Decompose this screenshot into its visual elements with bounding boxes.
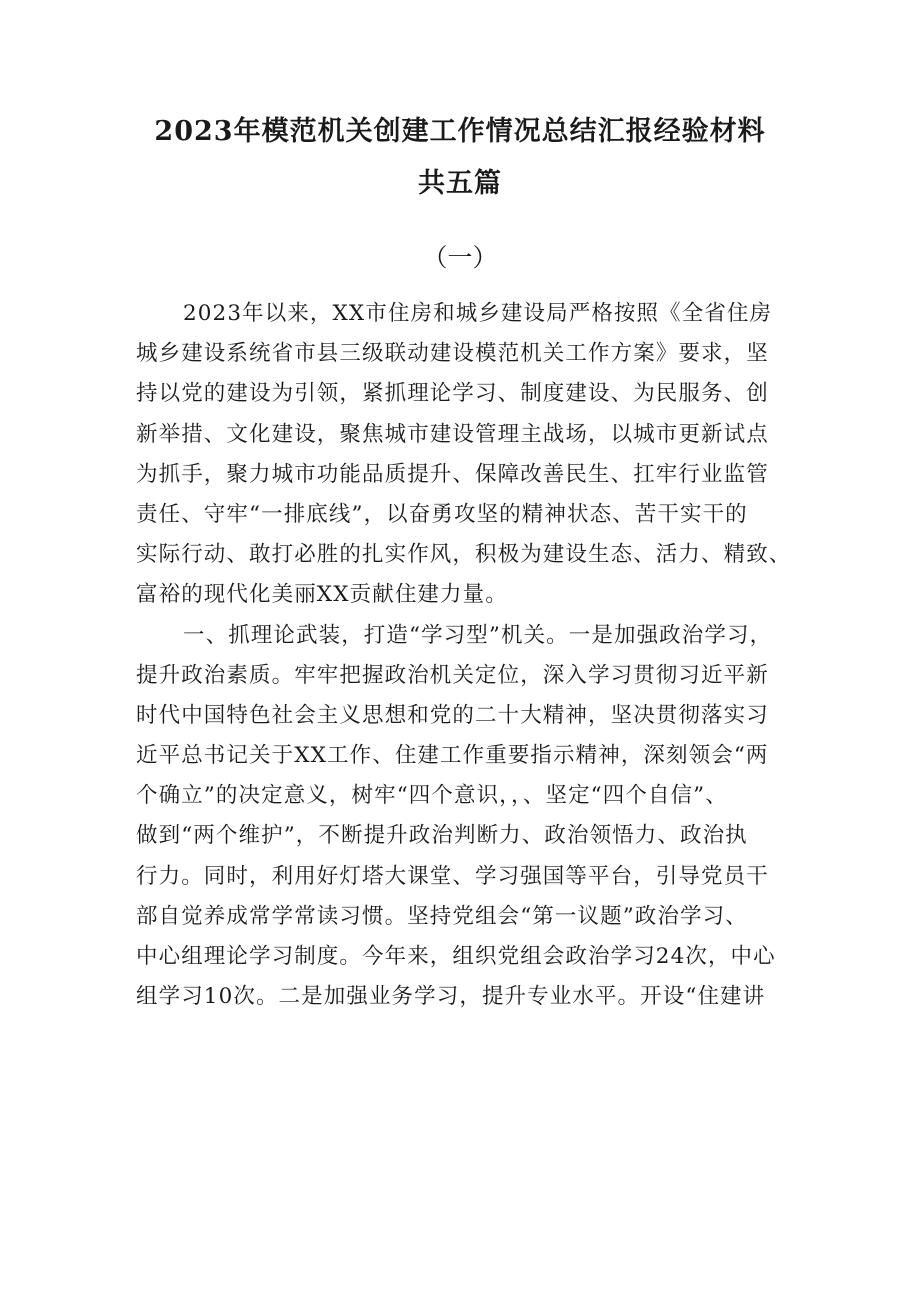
- text-line: 提升政治素质。牢牢把握政治机关定位，深入学习贯彻习近平新: [136, 662, 769, 688]
- text-line: 组学习10次。二是加强业务学习，提升专业水平。开设“住建讲: [136, 984, 766, 1010]
- text-line: 做到“两个维护”，不断提升政治判断力、政治领悟力、政治执: [136, 823, 748, 849]
- paragraph-theory-study: [136, 616, 812, 1018]
- text-line: 责任、守牢“一排底线”，以奋勇攻坚的精神状态、苦干实干的: [136, 501, 748, 527]
- text-line: 近平总书记关于XX工作、住建工作重要指示精神，深刻领会“两: [136, 743, 769, 769]
- paragraph-intro: [136, 294, 812, 616]
- text-line: 中心组理论学习制度。今年来，组织党组会政治学习24次，中心: [136, 944, 776, 969]
- text-line: 个确立”的决定意义，树牢“四个意识，，、坚定“四个自信”、: [136, 783, 728, 809]
- text-line: 富裕的现代化美丽XX贡献住建力量。: [136, 582, 508, 608]
- text-line: 城乡建设系统省市县三级联动建设模范机关工作方案》要求，坚: [136, 341, 769, 367]
- text-line: 行力。同时，利用好灯塔大课堂、学习强国等平台，引导党员干: [136, 863, 769, 889]
- document-subtitle: 共五篇: [418, 168, 502, 199]
- text-line: 时代中国特色社会主义思想和党的二十大精神，坚决贯彻落实习: [136, 702, 769, 728]
- text-line: 部自觉养成常学常读习惯。坚持党组会“第一议题”政治学习、: [136, 903, 748, 929]
- text-line: 为抓手，聚力城市功能品质提升、保障改善民生、扛牢行业监管: [136, 461, 769, 487]
- text-line: 持以党的建设为引领，紧抓理论学习、制度建设、为民服务、创: [136, 381, 769, 407]
- section-number: （一）: [422, 243, 498, 272]
- body-text: [136, 294, 812, 1017]
- text-line: 2023年以来，XX市住房和城乡建设局严格按照《全省住房: [183, 301, 773, 326]
- text-line: 新举措、文化建设，聚焦城市建设管理主战场，以城市更新试点: [136, 421, 769, 447]
- document-title: 2023年模范机关创建工作情况总结汇报经验材料: [154, 116, 766, 147]
- text-line: 一、抓理论武装，打造“学习型”机关。一是加强政治学习，: [183, 622, 773, 648]
- text-line: 实际行动、敢打必胜的扎实作风，积极为建设生态、活力、精致、: [136, 542, 792, 568]
